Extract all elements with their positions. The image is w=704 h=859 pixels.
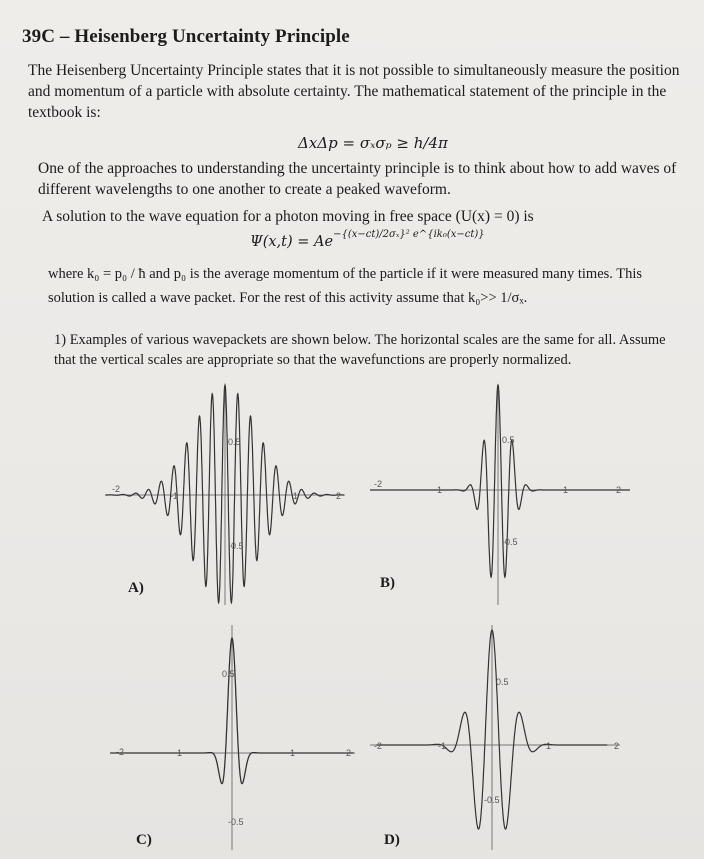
tick-y-neg: -0.5: [228, 817, 244, 827]
tick-x-neg1: -1: [174, 748, 183, 758]
tick-y-pos: 0.5: [228, 437, 241, 447]
tick-x-pos2: 2: [616, 485, 622, 495]
tick-x-pos1: 1: [293, 491, 299, 501]
tick-x-neg1: -1: [438, 741, 447, 751]
wave-packet-equation: [250, 229, 485, 250]
tick-x-pos2: 2: [346, 748, 352, 758]
where-paragraph: where k₀ = p₀ / ħ and p₀ is the average momentum of the particle if it were measured many times. This solution is called a wave packet. For the rest of this activity assume that k₀>> 1/σₓ.: [48, 266, 643, 306]
tick-y-neg: -0.5: [484, 795, 500, 805]
plot-label-c: C): [136, 832, 152, 848]
wavepacket-plot-d: [370, 615, 630, 855]
tick-x-neg2: -2: [112, 484, 121, 494]
wave-packet-equation-exponent: −{(x−ct)/2σₓ}² e^{ik₀(x−ct)}: [333, 229, 485, 240]
tick-x-neg1: -1: [170, 491, 179, 501]
page-title: 39C – Heisenberg Uncertainty Principle: [22, 26, 350, 47]
tick-y-pos: 0.5: [502, 435, 515, 445]
tick-x-pos2: 2: [614, 741, 620, 751]
wave-curve: [370, 385, 630, 577]
solution-intro: A solution to the wave equation for a photon moving in free space (U(x) = 0) is: [42, 208, 534, 225]
tick-x-neg1: -1: [434, 485, 443, 495]
tick-x-pos1: 1: [290, 748, 296, 758]
tick-y-neg: -0.5: [502, 537, 518, 547]
question-1-text: 1) Examples of various wavepackets are shown below. The horizontal scales are the same for all. Assume that the vertical scales are appropriate so that the wavefunctions are properly normalized.: [54, 332, 666, 368]
tick-x-pos1: 1: [563, 485, 569, 495]
wavepacket-plot-c: [110, 615, 360, 855]
tick-x-neg2: -2: [374, 479, 383, 489]
tick-y-pos: 0.5: [496, 677, 509, 687]
tick-y-pos: 0.5: [222, 669, 235, 679]
plot-label-a: A): [128, 580, 144, 596]
wave-packet-equation-main: Ψ(x,t) = Ae: [250, 234, 334, 250]
tick-y-neg: -0.5: [228, 541, 244, 551]
tick-x-neg2: -2: [116, 747, 125, 757]
plot-label-b: B): [380, 575, 395, 591]
tick-x-pos2: 2: [336, 491, 342, 501]
wavepacket-plot-a: [100, 375, 350, 615]
wavepacket-plot-b: [370, 375, 630, 615]
tick-x-neg2: -2: [374, 741, 383, 751]
uncertainty-equation: ΔxΔp = σₓσₚ ≥ h/4π: [298, 134, 448, 152]
approach-paragraph: One of the approaches to understanding the uncertainty principle is to think about how to add waves of different wavelengths to one another to create a peaked waveform.: [38, 160, 677, 198]
plot-label-d: D): [384, 832, 400, 848]
intro-paragraph: The Heisenberg Uncertainty Principle states that it is not possible to simultaneously measure the position and momentum of a particle with absolute certainty. The mathematical statement of the principle in the textbook is:: [28, 62, 680, 121]
tick-x-pos1: 1: [546, 741, 552, 751]
